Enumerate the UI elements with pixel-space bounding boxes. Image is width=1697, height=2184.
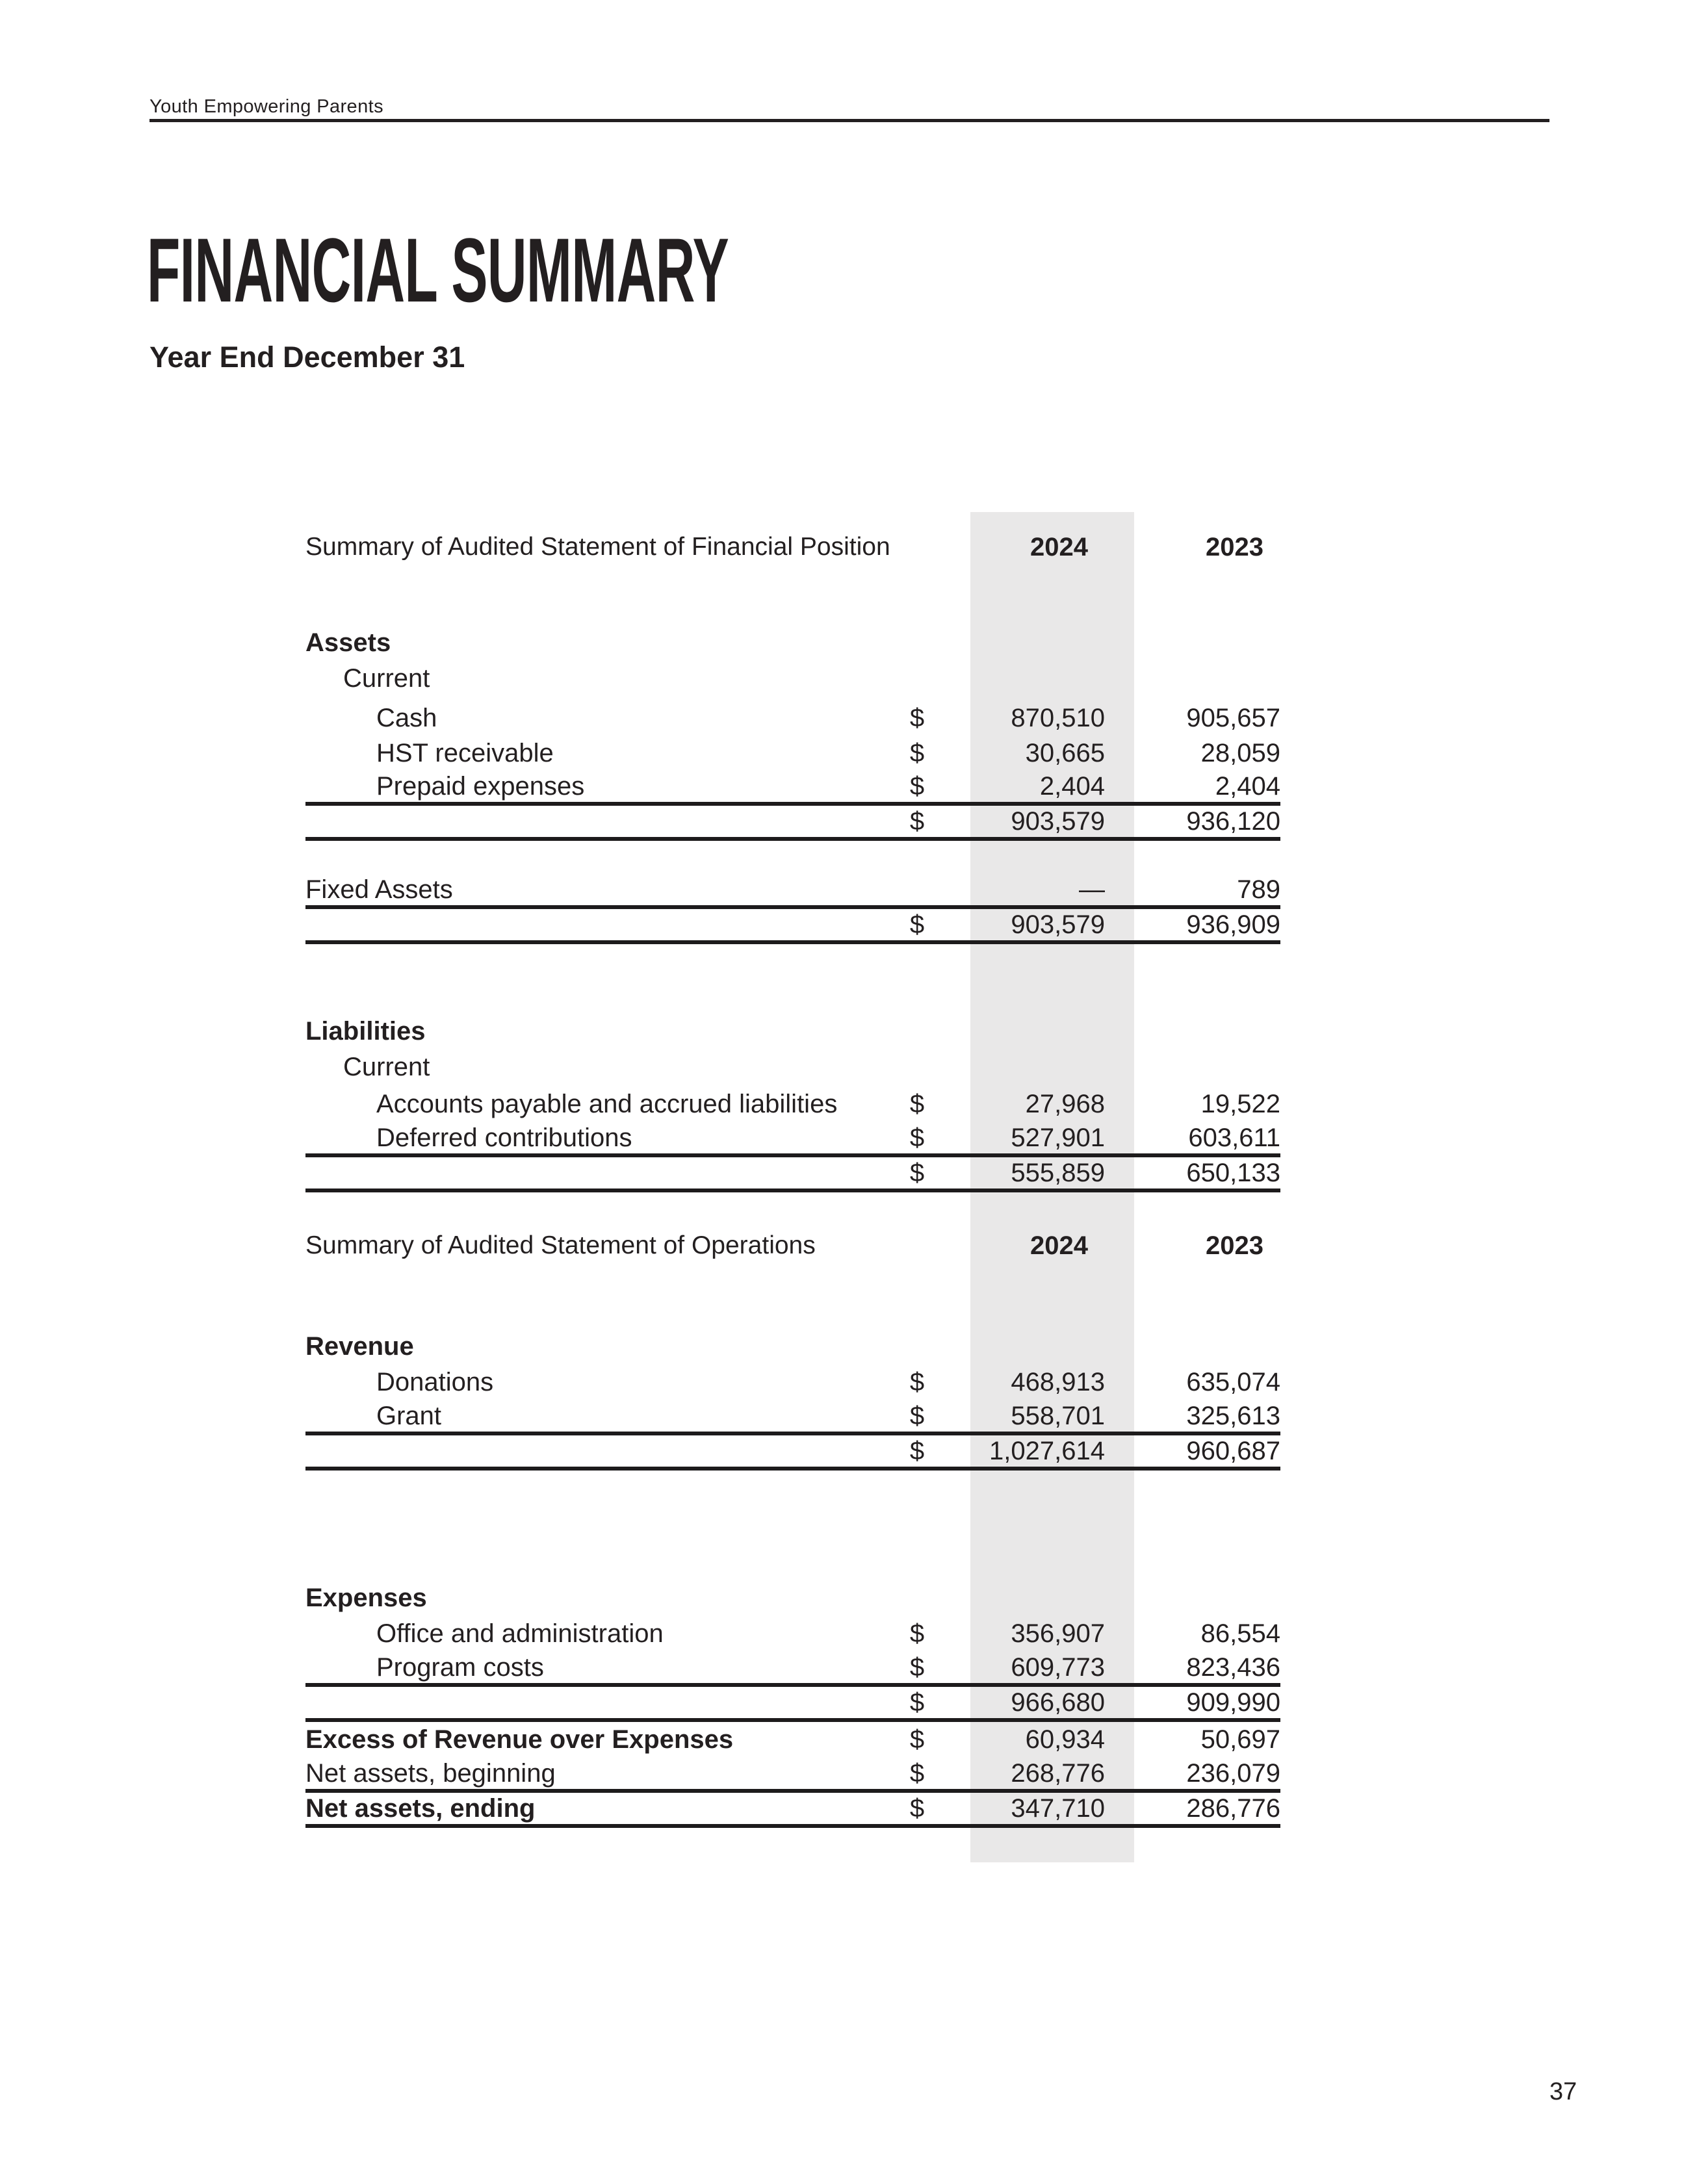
value-2024: 60,934: [1025, 1725, 1105, 1754]
row-label: Prepaid expenses: [376, 772, 585, 801]
value-2023: 905,657: [1186, 704, 1280, 732]
value-2024: 468,913: [1011, 1368, 1105, 1396]
row-label: Office and administration: [376, 1619, 664, 1648]
dollar-sign: $: [909, 1402, 925, 1430]
row-label: Fixed Assets: [305, 875, 453, 904]
table-row-fixed-assets: [305, 874, 1280, 909]
row-label: HST receivable: [376, 739, 554, 767]
value-2024: 356,907: [1011, 1619, 1105, 1648]
row-label: [305, 1687, 890, 1718]
value-2023: 236,079: [1186, 1759, 1280, 1788]
row-label: Excess of Revenue over Expenses: [305, 1725, 734, 1754]
table-row-office-administration: [305, 1616, 1280, 1651]
dollar-sign: [890, 530, 936, 565]
value-2023: 909,990: [1186, 1688, 1280, 1717]
value-2023: 28,059: [1200, 739, 1280, 767]
dollar-sign: [890, 1580, 936, 1615]
row-label: Assets: [305, 628, 391, 657]
value-2024: 268,776: [1011, 1759, 1105, 1788]
row-label: Cash: [376, 704, 437, 732]
value-2023: [1105, 1014, 1280, 1049]
value-2024: 27,968: [1025, 1090, 1105, 1118]
value-2023: 86,554: [1200, 1619, 1280, 1648]
table-row-donations: [305, 1365, 1280, 1400]
dollar-sign: $: [909, 910, 925, 939]
row-label: Grant: [376, 1402, 442, 1430]
dollar-sign: [890, 1049, 936, 1085]
value-2023: [1105, 625, 1280, 660]
dollar-sign: $: [909, 1619, 925, 1648]
dollar-sign: $: [909, 1794, 925, 1823]
value-2024: [936, 1580, 1105, 1615]
dollar-sign: $: [909, 1437, 925, 1465]
row-label: Donations: [376, 1368, 494, 1396]
table-row-section-revenue: [305, 1329, 1280, 1364]
value-2024: [936, 1049, 1105, 1085]
value-2024: [936, 661, 1105, 696]
table-row-statement-operations-header: [305, 1228, 1280, 1263]
table-rows: [305, 530, 1280, 1828]
row-label: Accounts payable and accrued liabilities: [376, 1090, 838, 1118]
column-header-2024: 2024: [1030, 533, 1088, 561]
value-2023: [1105, 1580, 1280, 1615]
dollar-sign: $: [909, 1368, 925, 1396]
table-row-total-revenue: [305, 1435, 1280, 1471]
row-label: Net assets, beginning: [305, 1759, 556, 1788]
value-2023: 823,436: [1186, 1653, 1280, 1682]
row-label: Expenses: [305, 1584, 427, 1612]
value-2023: 286,776: [1186, 1794, 1280, 1823]
value-2023: 789: [1237, 875, 1280, 904]
value-2023: 650,133: [1186, 1159, 1280, 1187]
table-row-net-assets-ending: [305, 1793, 1280, 1828]
dollar-sign: [890, 625, 936, 660]
dollar-sign: $: [909, 1159, 925, 1187]
table-row-net-assets-beginning: [305, 1758, 1280, 1793]
dollar-sign: [890, 874, 936, 905]
table-row-statement-position-header: [305, 530, 1280, 565]
value-2024: [936, 1014, 1105, 1049]
row-label: [305, 806, 890, 837]
table-row-section-liabilities: [305, 1014, 1280, 1049]
value-2024: 903,579: [1011, 910, 1105, 939]
value-2023: 960,687: [1186, 1437, 1280, 1465]
value-2024: 966,680: [1011, 1688, 1105, 1717]
value-2024: 870,510: [1011, 704, 1105, 732]
table-row-prepaid-expenses: [305, 771, 1280, 806]
value-2023: [1105, 1049, 1280, 1085]
table-row-grant: [305, 1400, 1280, 1435]
row-label: Current: [343, 664, 430, 693]
table-row-current-liabilities: [305, 1049, 1280, 1085]
value-2024: 30,665: [1025, 739, 1105, 767]
page-number: 37: [1549, 2078, 1577, 2105]
table-row-current-assets: [305, 661, 1280, 696]
dollar-sign: [890, 1228, 936, 1263]
value-2024: 527,901: [1011, 1124, 1105, 1152]
dollar-sign: [890, 1329, 936, 1364]
dollar-sign: $: [909, 772, 925, 801]
value-2024: [936, 1329, 1105, 1364]
header-rule: [149, 119, 1549, 122]
column-header-2023: 2023: [1206, 1231, 1263, 1260]
row-label: Summary of Audited Statement of Operations: [305, 1231, 816, 1259]
dollar-sign: [890, 1014, 936, 1049]
table-row-deferred-contributions: [305, 1122, 1280, 1157]
dollar-sign: $: [909, 739, 925, 767]
table-row-section-assets: [305, 625, 1280, 660]
row-label: Program costs: [376, 1653, 544, 1682]
value-2023: 635,074: [1186, 1368, 1280, 1396]
page-subtitle: Year End December 31: [149, 340, 465, 374]
value-2024: 2,404: [1039, 772, 1105, 801]
dollar-sign: $: [909, 1124, 925, 1152]
dollar-sign: $: [909, 1688, 925, 1717]
table-row-excess-revenue: [305, 1722, 1280, 1757]
value-2024: [936, 625, 1105, 660]
column-header-2024: 2024: [1030, 1231, 1088, 1260]
table-row-accounts-payable: [305, 1086, 1280, 1122]
dollar-sign: $: [909, 1090, 925, 1118]
table-row-cash: [305, 700, 1280, 736]
table-row-hst-receivable: [305, 736, 1280, 771]
value-2023: [1105, 1329, 1280, 1364]
value-2023: 325,613: [1186, 1402, 1280, 1430]
value-2024: 558,701: [1011, 1402, 1105, 1430]
column-header-2023: 2023: [1206, 533, 1263, 561]
row-label: Liabilities: [305, 1017, 426, 1046]
dollar-sign: $: [909, 807, 925, 836]
table-row-section-expenses: [305, 1580, 1280, 1615]
financial-summary-table: [305, 512, 1280, 1828]
value-2023: 2,404: [1215, 772, 1280, 801]
value-2023: 50,697: [1200, 1725, 1280, 1754]
value-2024: 1,027,614: [989, 1437, 1105, 1465]
table-row-total-expenses: [305, 1687, 1280, 1722]
row-label: [305, 1435, 890, 1467]
row-label: Summary of Audited Statement of Financial Position: [305, 533, 890, 561]
dollar-sign: $: [909, 1653, 925, 1682]
row-label: Deferred contributions: [376, 1124, 632, 1152]
value-2023: 603,611: [1188, 1124, 1280, 1152]
table-row-program-costs: [305, 1652, 1280, 1687]
row-label: Revenue: [305, 1332, 414, 1361]
row-label: [305, 909, 890, 940]
organization-name: Youth Empowering Parents: [149, 96, 383, 117]
value-2024: —: [1079, 875, 1105, 904]
page-title: FINANCIAL SUMMARY: [147, 219, 729, 321]
value-2024: 609,773: [1011, 1653, 1105, 1682]
dollar-sign: [890, 661, 936, 696]
table-row-total-liabilities: [305, 1157, 1280, 1192]
value-2023: 936,909: [1186, 910, 1280, 939]
value-2024: 555,859: [1011, 1159, 1105, 1187]
dollar-sign: $: [909, 1725, 925, 1754]
table-row-total-assets: [305, 909, 1280, 944]
row-label: Net assets, ending: [305, 1794, 536, 1823]
row-label: Current: [343, 1053, 430, 1081]
table-row-current-assets-total: [305, 806, 1280, 841]
value-2024: 903,579: [1011, 807, 1105, 836]
value-2023: 19,522: [1200, 1090, 1280, 1118]
value-2023: 936,120: [1186, 807, 1280, 836]
value-2023: [1105, 661, 1280, 696]
row-label: [305, 1157, 890, 1188]
dollar-sign: $: [909, 1759, 925, 1788]
dollar-sign: $: [909, 704, 925, 732]
value-2024: 347,710: [1011, 1794, 1105, 1823]
